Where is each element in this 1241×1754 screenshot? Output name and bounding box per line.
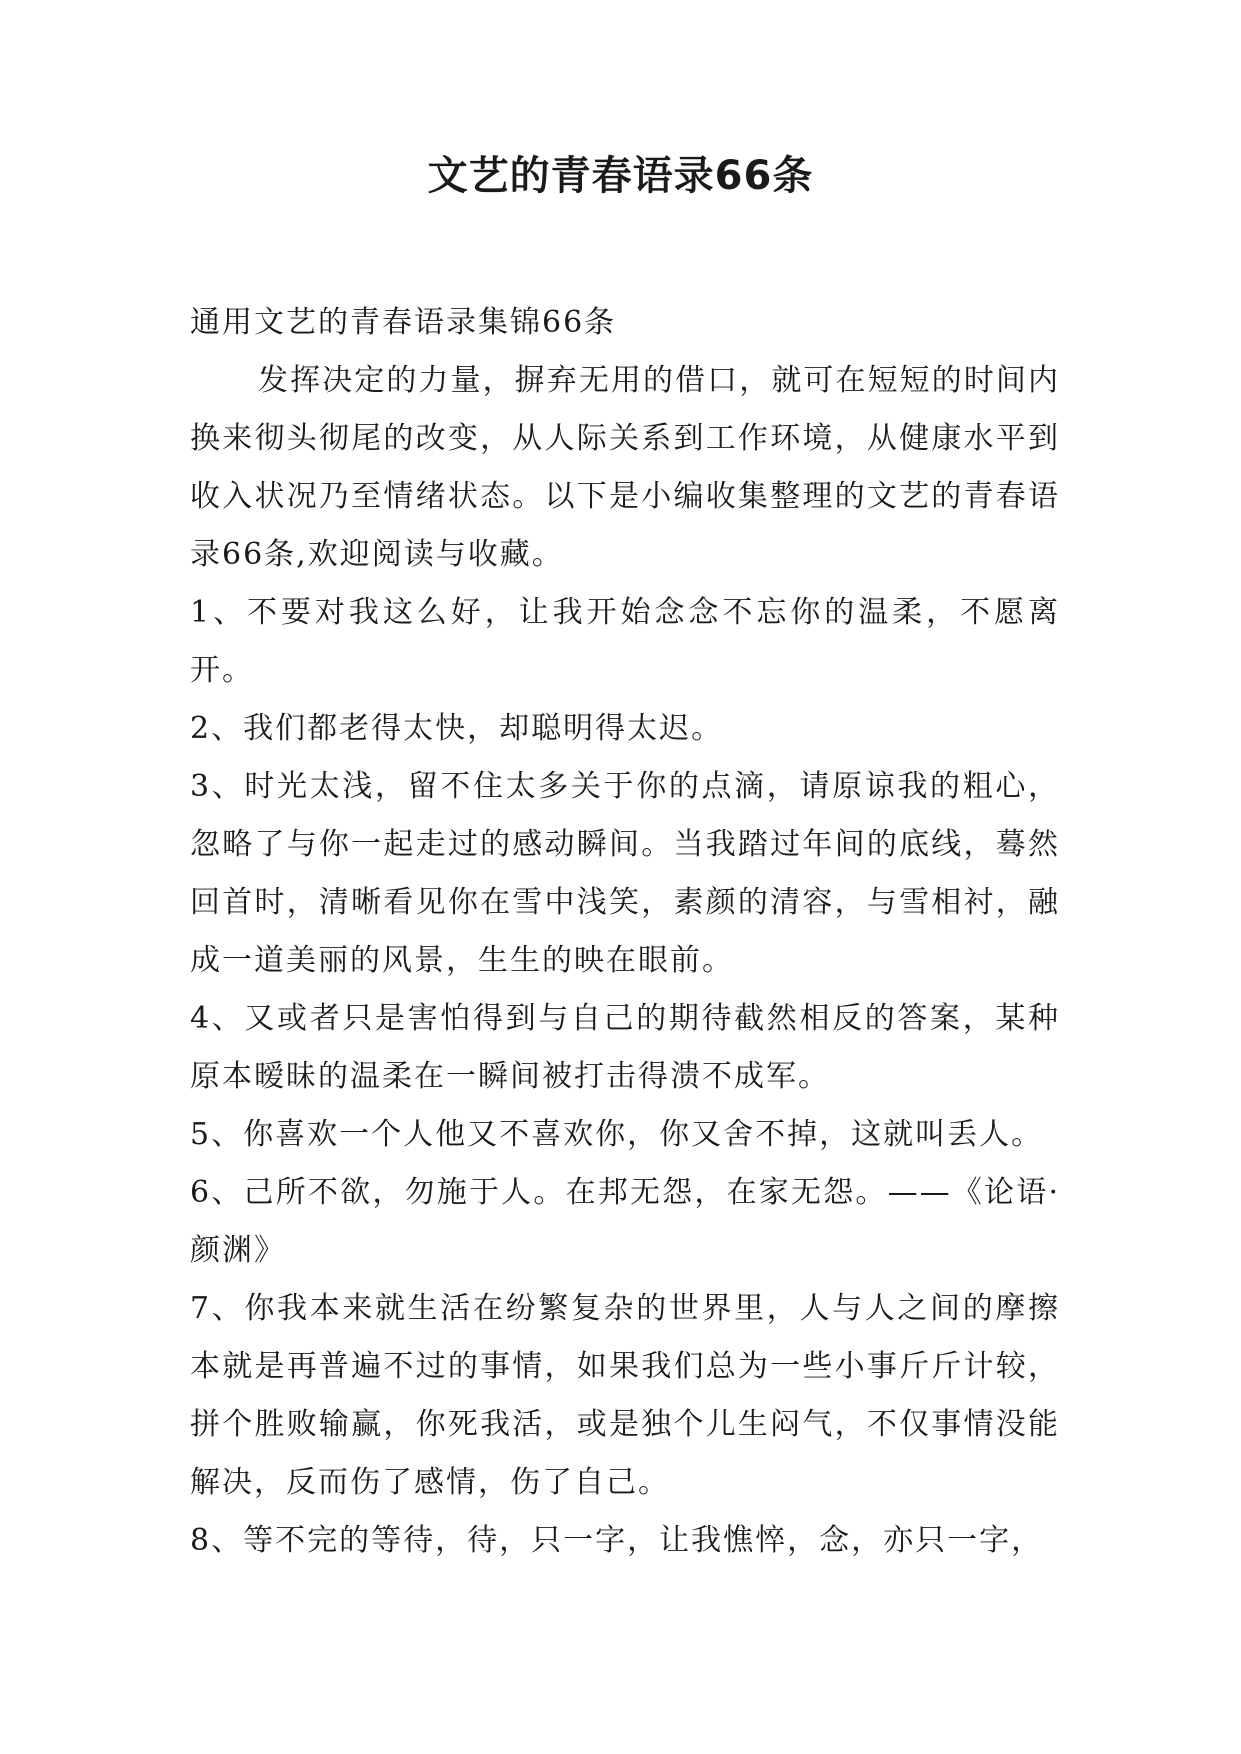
quote-item-4: 4、又或者只是害怕得到与自己的期待截然相反的答案，某种原本暧昧的温柔在一瞬间被打击得溃不成军。 <box>190 1001 1060 1094</box>
quote-item-7: 7、你我本来就生活在纷繁复杂的世界里，人与人之间的摩擦本就是再普遍不过的事情，如果我们总为一些小事斤斤计较，拼个胜败输赢，你死我活，或是独个儿生闷气，不仅事情没能解决，反而伤了感情，伤了自己。 <box>190 1291 1060 1500</box>
document-body <box>190 294 1060 1570</box>
quote-item-3: 3、时光太浅，留不住太多关于你的点滴，请原谅我的粗心，忽略了与你一起走过的感动瞬间。当我踏过年间的底线，蓦然回首时，清晰看见你在雪中浅笑，素颜的清容，与雪相衬，融成一道美丽的风景，生生的映在眼前。 <box>190 769 1060 978</box>
quote-item-6: 6、己所不欲，勿施于人。在邦无怨，在家无怨。——《论语·颜渊》 <box>190 1175 1060 1268</box>
document-title: 文艺的青春语录66条 <box>427 153 814 199</box>
intro-paragraph: 发挥决定的力量，摒弃无用的借口，就可在短短的时间内换来彻头彻尾的改变，从人际关系到工作环境，从健康水平到收入状况乃至情绪状态。以下是小编收集整理的文艺的青春语录66条,欢迎阅读与收藏。 <box>190 363 1060 572</box>
document-subtitle: 通用文艺的青春语录集锦66条 <box>190 305 617 340</box>
quote-item-5: 5、你喜欢一个人他又不喜欢你，你又舍不掉，这就叫丢人。 <box>190 1117 1044 1152</box>
quote-item-8: 8、等不完的等待，待，只一字，让我憔悴，念，亦只一字， <box>190 1523 1044 1558</box>
quote-item-2: 2、我们都老得太快，却聪明得太迟。 <box>190 711 724 746</box>
quote-item-1: 1、不要对我这么好，让我开始念念不忘你的温柔，不愿离开。 <box>190 595 1060 688</box>
